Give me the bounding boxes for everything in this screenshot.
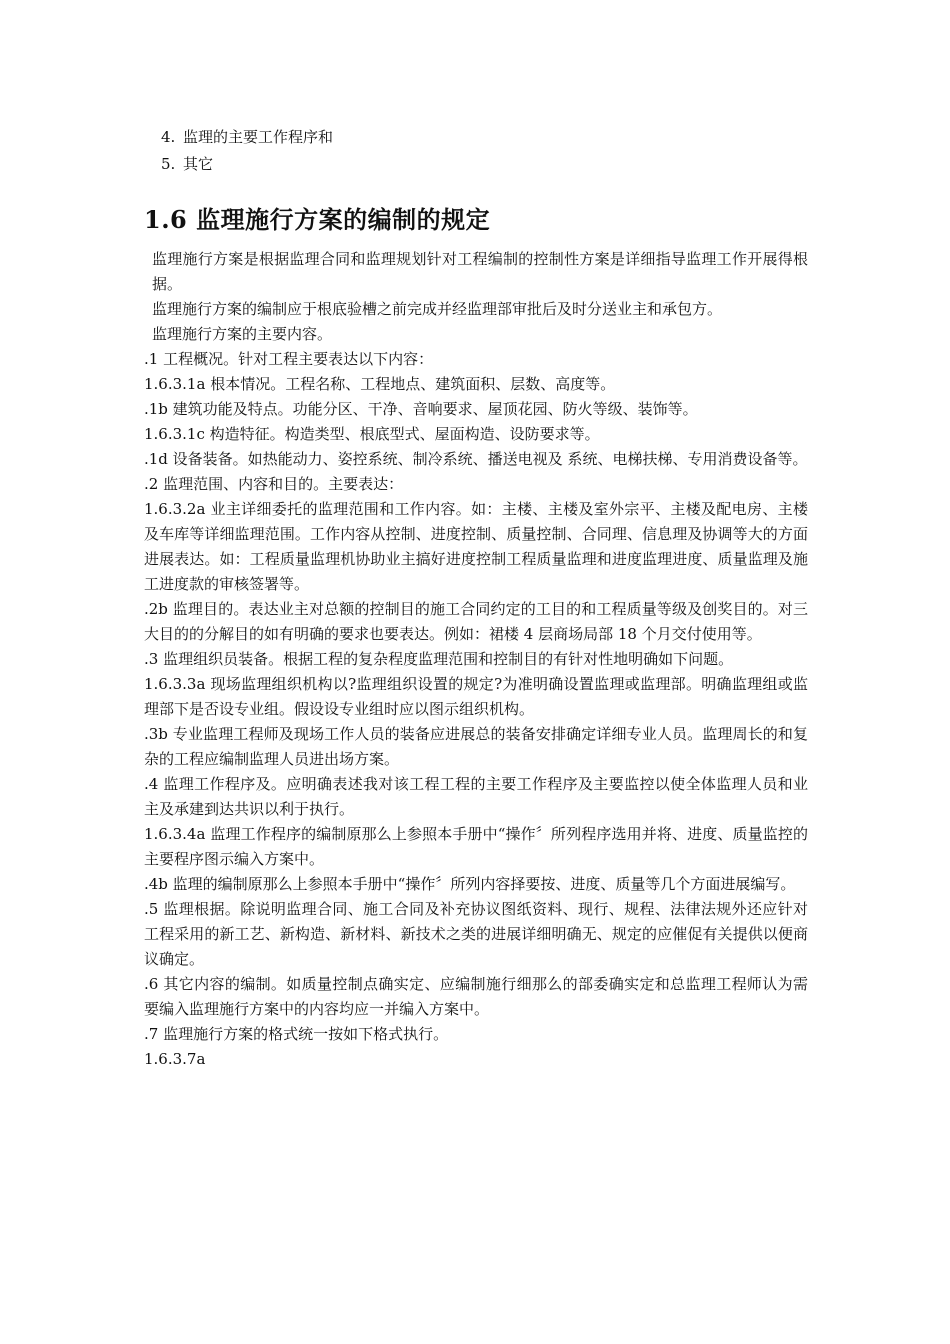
paragraph: .5 监理根据。除说明监理合同、施工合同及补充协议图纸资料、现行、规程、法律法规外还应针对工程采用的新工艺、新构造、新材料、新技术之类的进展详细明确无、规定的应催促有关提供以便商议确定。 xyxy=(144,900,808,968)
paragraph: 监理施行方案的编制应于根底验槽之前完成并经监理部审批后及时分送业主和承包方。 xyxy=(152,300,723,318)
paragraph: .3 监理组织员装备。根据工程的复杂程度监理范围和控制目的有针对性地明确如下问题。 xyxy=(144,650,734,668)
paragraph: .1 工程概况。针对工程主要表达以下内容： xyxy=(144,350,434,368)
list-item xyxy=(161,151,333,178)
paragraph: 1.6.3.4a 监理工作程序的编制原那么上参照本手册中“操作〞所列程序选用并将、进度、质量监控的主要程序图示编入方案中。 xyxy=(144,825,808,868)
paragraph: 1.6.3.1c 构造特征。构造类型、根底型式、屋面构造、设防要求等。 xyxy=(144,425,600,443)
paragraph: 1.6.3.1a 根本情况。工程名称、工程地点、建筑面积、层数、高度等。 xyxy=(144,375,616,393)
numbered-list xyxy=(161,124,333,178)
section-body xyxy=(144,247,808,1072)
paragraph: 1.6.3.3a 现场监理组织机构以?监理组织设置的规定?为准明确设置监理或监理部。明确监理组或监理部下是否设专业组。假设设专业组时应以图示组织机构。 xyxy=(144,675,808,718)
paragraph: 监理施行方案是根据监理合同和监理规划针对工程编制的控制性方案是详细指导监理工作开展得根据。 xyxy=(152,250,808,293)
list-item-number: 5. xyxy=(161,155,176,173)
paragraph: .2 监理范围、内容和目的。主要表达： xyxy=(144,475,404,493)
paragraph: .1d 设备装备。如热能动力、姿控系统、制冷系统、播送电视及 系统、电梯扶梯、专用消费设备等。 xyxy=(144,450,808,468)
paragraph: 1.6.3.7a xyxy=(144,1050,206,1068)
paragraph: .6 其它内容的编制。如质量控制点确实定、应编制施行细那么的部委确实定和总监理工程师认为需要编入监理施行方案中的内容均应一并编入方案中。 xyxy=(144,975,808,1018)
paragraph: 监理施行方案的主要内容。 xyxy=(152,325,333,343)
paragraph: .1b 建筑功能及特点。功能分区、干净、音响要求、屋顶花园、防火等级、装饰等。 xyxy=(144,400,698,418)
paragraph: .3b 专业监理工程师及现场工作人员的装备应进展总的装备安排确定详细专业人员。监理周长的和复杂的工程应编制监理人员进出场方案。 xyxy=(144,725,808,768)
paragraph: .7 监理施行方案的格式统一按如下格式执行。 xyxy=(144,1025,449,1043)
paragraph: .2b 监理目的。表达业主对总额的控制目的施工合同约定的工目的和工程质量等级及创奖目的。对三大目的的分解目的如有明确的要求也要表达。例如：裙楼 4 层商场局部 18 个月交付使用等。 xyxy=(144,600,808,643)
paragraph: .4b 监理的编制原那么上参照本手册中“操作〞所列内容择要按、进度、质量等几个方面进展编写。 xyxy=(144,875,796,893)
paragraph: 1.6.3.2a 业主详细委托的监理范围和工作内容。如：主楼、主楼及室外宗平、主楼及配电房、主楼及车库等详细监理范围。工作内容从控制、进度控制、质量控制、合同理、信息理及协调等大的方面进展表达。如：工程质量监理机协助业主搞好进度控制工程质量监理和进度监理进度、质量监理及施工进度款的审核签署等。 xyxy=(144,500,808,593)
list-item-text: 其它 xyxy=(183,155,214,173)
paragraph: .4 监理工作程序及。应明确表述我对该工程工程的主要工作程序及主要监控以使全体监理人员和业主及承建到达共识以利于执行。 xyxy=(144,775,808,818)
list-item-number: 4. xyxy=(161,128,176,146)
list-item-text: 监理的主要工作程序和 xyxy=(183,128,334,146)
list-item xyxy=(161,124,333,151)
section-heading: 1.6 监理施行方案的编制的规定 xyxy=(144,205,491,234)
